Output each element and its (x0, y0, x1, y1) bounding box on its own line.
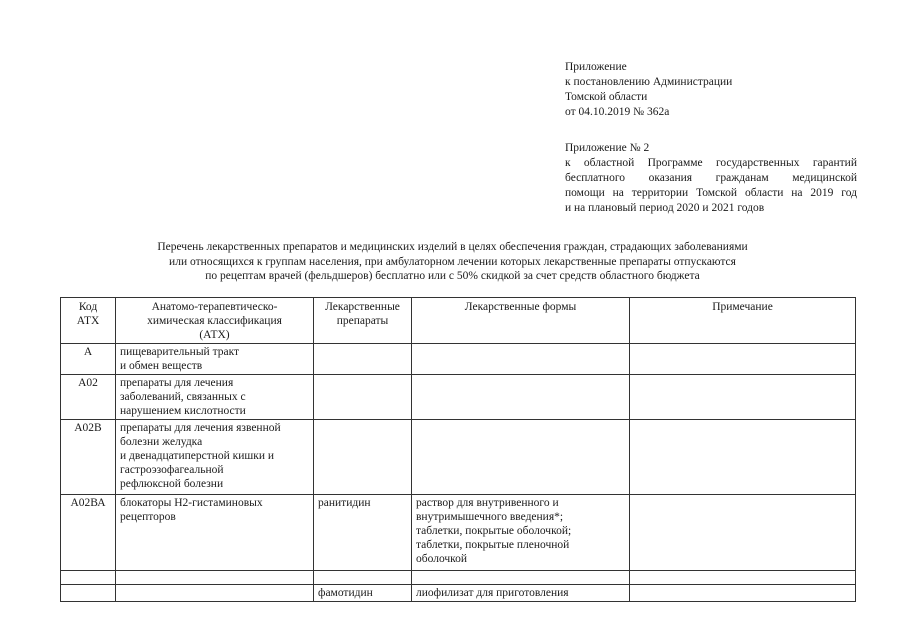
appendix-2-line: Приложение № 2 (565, 142, 650, 154)
note-cell (630, 375, 856, 420)
drug-cell: ранитидин (314, 495, 412, 571)
atx-code-cell: А02 (61, 375, 116, 420)
table-row (61, 420, 856, 495)
header-classification: Анатомо-терапевтическо- химическая классификация (АТХ) (116, 298, 314, 344)
classification-cell: пищеварительный тракт и обмен веществ (116, 344, 314, 375)
note-cell (630, 495, 856, 571)
appendix-1-line: к постановлению Администрации (565, 76, 733, 88)
drug-cell (314, 375, 412, 420)
table-row (61, 495, 856, 571)
appendix-2-line: помощи на территории Томской области на 2019 год (565, 187, 857, 199)
atx-code-cell: А02ВА (61, 495, 116, 571)
document-title-line: Перечень лекарственных препаратов и медицинских изделий в целях обеспечения граждан, страдающих заболеваниями (157, 241, 748, 253)
forms-cell (412, 571, 630, 585)
atx-code-cell: А (61, 344, 116, 375)
table-row (61, 375, 856, 420)
atx-code-cell (61, 571, 116, 585)
header-note: Примечание (630, 298, 856, 344)
header-code: Код АТХ (61, 298, 116, 344)
note-cell (630, 420, 856, 495)
classification-cell: препараты для лечения язвенной болезни желудка и двенадцатиперстной кишки и гастроэзофагеальной рефлюксной болезни (116, 420, 314, 495)
note-cell (630, 585, 856, 602)
appendix-1-line: Томской области (565, 91, 648, 103)
table-row (61, 571, 856, 585)
appendix-1-line: от 04.10.2019 № 362а (565, 106, 670, 118)
atx-code-cell (61, 585, 116, 602)
forms-cell (412, 375, 630, 420)
appendix-2-line: бесплатного оказания гражданам медицинской (565, 172, 857, 184)
header-drugs: Лекарственные препараты (314, 298, 412, 344)
forms-cell (412, 420, 630, 495)
drug-cell (314, 571, 412, 585)
forms-cell: раствор для внутривенного и внутримышечного введения*; таблетки, покрытые оболочкой; таблетки, покрытые пленочной оболочкой (412, 495, 630, 571)
appendix-1-line: Приложение (565, 61, 627, 73)
document-title-line: по рецептам врачей (фельдшеров) бесплатно или с 50% скидкой за счет средств областного бюджета (205, 270, 700, 282)
note-cell (630, 571, 856, 585)
document-title-line: или относящихся к группам населения, при амбулаторном лечении которых лекарственные препараты отпускаются (169, 255, 736, 268)
forms-cell: лиофилизат для приготовления (412, 585, 630, 602)
table-row (61, 344, 856, 375)
drug-cell (314, 344, 412, 375)
appendix-1-block (565, 60, 857, 120)
appendix-2-block (565, 141, 857, 216)
drug-list-table (60, 297, 856, 602)
drug-cell (314, 420, 412, 495)
note-cell (630, 344, 856, 375)
classification-cell (116, 571, 314, 585)
appendix-2-line: и на плановый период 2020 и 2021 годов (565, 202, 765, 214)
classification-cell (116, 585, 314, 602)
classification-cell: блокаторы Н2-гистаминовых рецепторов (116, 495, 314, 571)
appendix-2-line: к областной Программе государственных гарантий (565, 157, 857, 169)
atx-code-cell: А02В (61, 420, 116, 495)
document-title (40, 240, 865, 284)
table-row (61, 585, 856, 602)
drug-cell: фамотидин (314, 585, 412, 602)
classification-cell: препараты для лечения заболеваний, связанных с нарушением кислотности (116, 375, 314, 420)
table-header-row (61, 298, 856, 344)
header-forms: Лекарственные формы (412, 298, 630, 344)
forms-cell (412, 344, 630, 375)
